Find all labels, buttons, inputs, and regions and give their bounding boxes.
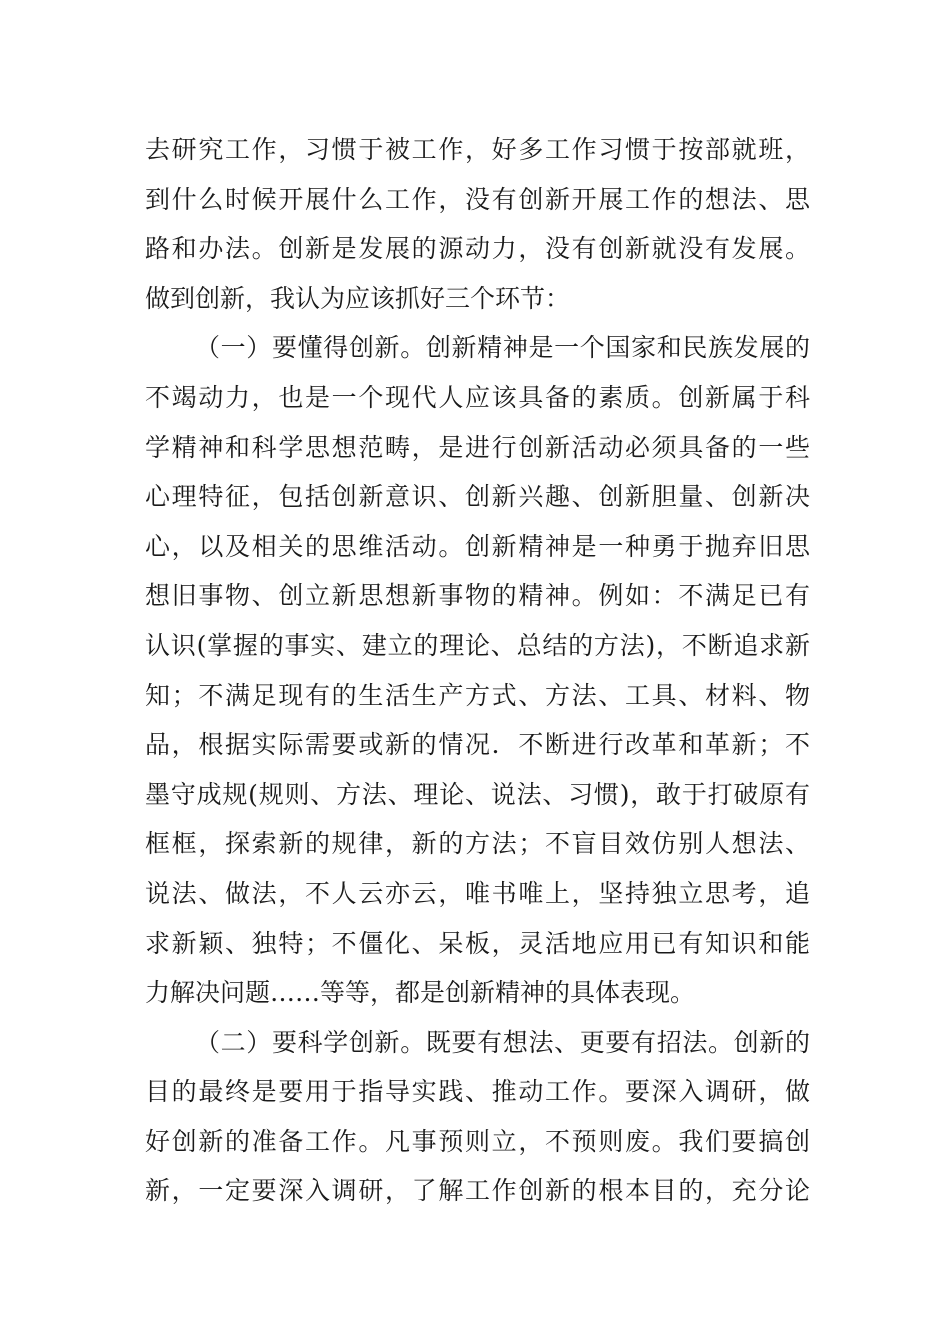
text-line: 知；不满足现有的生活生产方式、方法、工具、材料、物 (145, 680, 810, 710)
text-line: 不竭动力，也是一个现代人应该具备的素质。创新属于科 (145, 382, 810, 412)
text-line: 想旧事物、创立新思想新事物的精神。例如：不满足已有 (145, 581, 810, 611)
text-line: 心，以及相关的思维活动。创新精神是一种勇于抛弃旧思 (145, 531, 810, 561)
text-line: 框框，探索新的规律，新的方法；不盲目效仿别人想法、 (145, 829, 810, 859)
text-line: 求新颖、独特；不僵化、呆板，灵活地应用已有知识和能 (145, 928, 810, 958)
text-line: 认识(掌握的事实、建立的理论、总结的方法)，不断追求新 (145, 630, 810, 660)
text-line: 新，一定要深入调研，了解工作创新的根本目的，充分论 (145, 1176, 810, 1206)
text-line: 墨守成规(规则、方法、理论、说法、习惯)，敢于打破原有 (145, 779, 810, 809)
text-line: 去研究工作，习惯于被工作，好多工作习惯于按部就班， (145, 135, 810, 164)
text-line: 目的最终是要用于指导实践、推动工作。要深入调研，做 (145, 1077, 810, 1107)
text-line: 好创新的准备工作。凡事预则立，不预则废。我们要搞创 (145, 1126, 810, 1156)
text-line: 学精神和科学思想范畴，是进行创新活动必须具备的一些 (145, 432, 810, 462)
text-line: 力解决问题……等等，都是创新精神的具体表现。 (145, 978, 696, 1008)
body-text (145, 125, 810, 1216)
section-heading-line: （二）要科学创新。既要有想法、更要有招法。创新的 (195, 1027, 810, 1057)
text-line: 做到创新，我认为应该抓好三个环节： (145, 283, 571, 313)
text-line: 品，根据实际需要或新的情况．不断进行改革和革新；不 (145, 730, 810, 760)
section-heading-line: （一）要懂得创新。创新精神是一个国家和民族发展的 (195, 333, 810, 363)
text-line: 说法、做法，不人云亦云，唯书唯上，坚持独立思考，追 (145, 878, 810, 908)
text-line: 心理特征，包括创新意识、创新兴趣、创新胆量、创新决 (145, 482, 810, 512)
text-line: 到什么时候开展什么工作，没有创新开展工作的想法、思 (145, 184, 810, 214)
text-line: 路和办法。创新是发展的源动力，没有创新就没有发展。 (145, 234, 810, 264)
